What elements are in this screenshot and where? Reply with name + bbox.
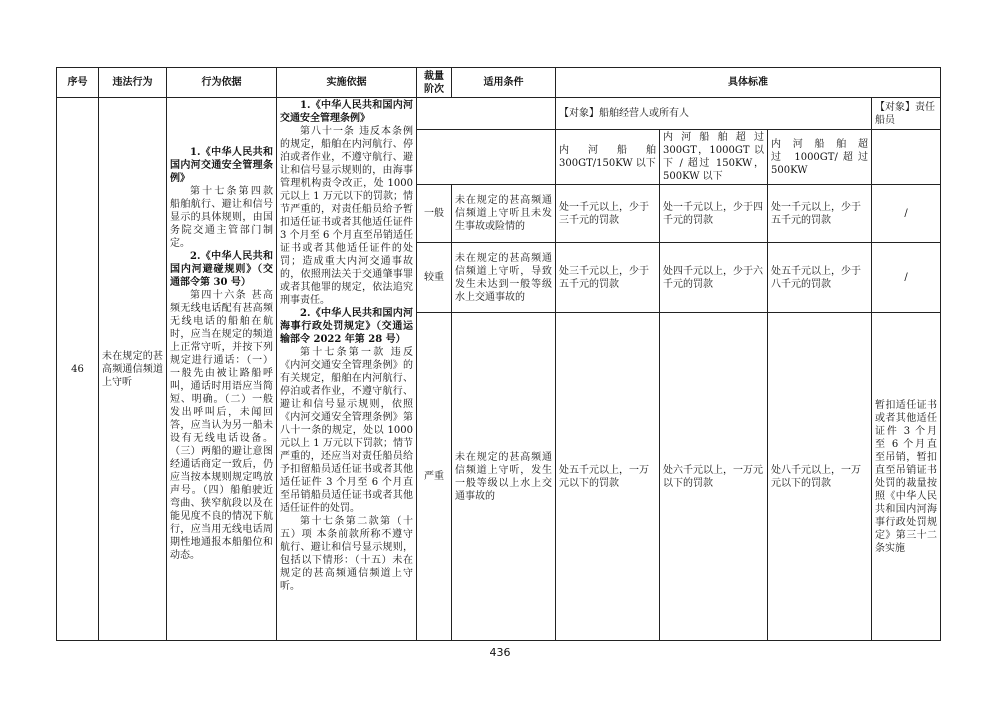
object-blank xyxy=(417,98,556,130)
row-basis xyxy=(167,98,277,641)
penalty-general-t1: 处一千元以上，少于三千元的罚款 xyxy=(556,185,660,243)
tier-2: 内河船舶超过 300GT，1000GT 以下 / 超过 150KW，500KW 以下 xyxy=(660,130,768,185)
header-basis: 行为依据 xyxy=(167,68,277,98)
table-header-row xyxy=(57,68,941,98)
penalty-general-t3: 处一千元以上，少于五千元的罚款 xyxy=(768,185,872,243)
page-number: 436 xyxy=(489,646,511,659)
tier-crew-blank xyxy=(872,130,941,185)
header-implement: 实施依据 xyxy=(277,68,417,98)
row-seq: 46 xyxy=(57,98,99,641)
header-standard: 具体标准 xyxy=(556,68,941,98)
condition-general: 未在规定的甚高频通信频道上守听且未发生事故或险情的 xyxy=(452,185,556,243)
penalty-serious-t1: 处三千元以上，少于五千元的罚款 xyxy=(556,243,660,313)
row-implement xyxy=(277,98,417,641)
tier-blank xyxy=(417,130,556,185)
implement-body-3: 第十七条第二款第（十五）项 本条前款所称不遵守航行、避让和信号显示规则，包括以下情形：（十五）未在规定的甚高频通信频道上守听。 xyxy=(280,516,413,592)
tier-1: 内 河 船 舶 300GT/150KW 以下 xyxy=(556,130,660,185)
implement-title-2: 2.《中华人民共和国内河海事行政处罚规定》（交通运输部令 2022 年第 28 号） xyxy=(280,308,413,345)
object-owner: 【对象】船舶经营人或所有人 xyxy=(556,98,872,130)
level-serious: 较重 xyxy=(417,243,452,313)
header-violation: 违法行为 xyxy=(99,68,167,98)
object-row xyxy=(57,98,941,130)
crew-severe: 暂扣适任证书或者其他适任证件 3 个月至 6 个月直至吊销，暂扣直至吊销证书处罚的裁量按照《中华人民共和国内河海事行政处罚规定》第三十二条实施 xyxy=(872,313,941,641)
implement-title-1: 1.《中华人民共和国内河交通安全管理条例》 xyxy=(280,100,413,124)
crew-general: / xyxy=(872,185,941,243)
penalty-severe-t3: 处八千元以上，一万元以下的罚款 xyxy=(768,313,872,641)
crew-serious: / xyxy=(872,243,941,313)
penalty-serious-t2: 处四千元以上，少于六千元的罚款 xyxy=(660,243,768,313)
basis-title-1: 1.《中华人民共和国内河交通安全管理条例》 xyxy=(170,147,273,184)
level-severe: 严重 xyxy=(417,313,452,641)
implement-body-2: 第十七条第一款 违反《内河交通安全管理条例》的有关规定，船舶在内河航行、停泊或者作业，不遵守航行、避让和信号显示规则，依照《内河交通安全管理条例》第八十一条的规定，处以 1000 元以上 1 万元以下罚款；情节严重的，还应当对责任船员给予扣留船员适任证书或者其他适任证件 3 个月至 6 个月直至吊销船员适任证书或者其他适任证件的处罚。 xyxy=(280,347,413,514)
basis-title-2: 2.《中华人民共和国内河避碰规则》（交通部令第 30 号） xyxy=(170,251,273,288)
condition-serious: 未在规定的甚高频通信频道上守听，导致发生未达到一般等级水上交通事故的 xyxy=(452,243,556,313)
penalty-serious-t3: 处五千元以上，少于八千元的罚款 xyxy=(768,243,872,313)
basis-body-2: 第四十六条 甚高频无线电话配有甚高频无线电话的船舶在航时，应当在规定的频道上正常守听，并按下列规定进行通话：（一）一般先由被让路船呼叫，通话时用语应当简短、明确。（二）一般发出呼叫后，未闻回答，应当认为另一船未设有无线电话设备。（三）两船的避让意图经通话商定一致后，仍应当按本规则规定鸣放声号。（四）船舶驶近弯曲、狭窄航段以及在能见度不良的情况下航行，应当用无线电话周期性地通报本船船位和动态。 xyxy=(170,290,273,561)
penalty-severe-t2: 处六千元以上，一万元以下的罚款 xyxy=(660,313,768,641)
header-seq: 序号 xyxy=(57,68,99,98)
penalty-general-t2: 处一千元以上，少于四千元的罚款 xyxy=(660,185,768,243)
object-crew: 【对象】责任船员 xyxy=(872,98,941,130)
row-violation: 未在规定的甚高频通信频道上守听 xyxy=(99,98,167,641)
basis-body-1: 第十七条第四款 船舶航行、避让和信号显示的具体规则，由国务院交通主管部门制定。 xyxy=(170,186,273,249)
level-general: 一般 xyxy=(417,185,452,243)
header-condition: 适用条件 xyxy=(452,68,556,98)
penalty-severe-t1: 处五千元以上，一万元以下的罚款 xyxy=(556,313,660,641)
header-level: 裁量阶次 xyxy=(417,68,452,98)
implement-body-1: 第八十一条 违反本条例的规定，船舶在内河航行、停泊或者作业，不遵守航行、避让和信号显示规则的，由海事管理机构责令改正，处 1000 元以上 1 万元以下的罚款；情节严重的，对责任船员给予暂扣适任证书或者其他适任证件 3 个月至 6 个月直至吊销适任证书或者其他适任证件的处罚；造成重大内河交通事故的，依照刑法关于交通肇事罪或者其他罪的规定，依法追究刑事责任。 xyxy=(280,126,413,306)
condition-severe: 未在规定的甚高频通信频道上守听，发生一般等级以上水上交通事故的 xyxy=(452,313,556,641)
penalty-standard-table xyxy=(56,67,941,641)
tier-3: 内 河 船 舶 超 过 1000GT/超过 500KW xyxy=(768,130,872,185)
